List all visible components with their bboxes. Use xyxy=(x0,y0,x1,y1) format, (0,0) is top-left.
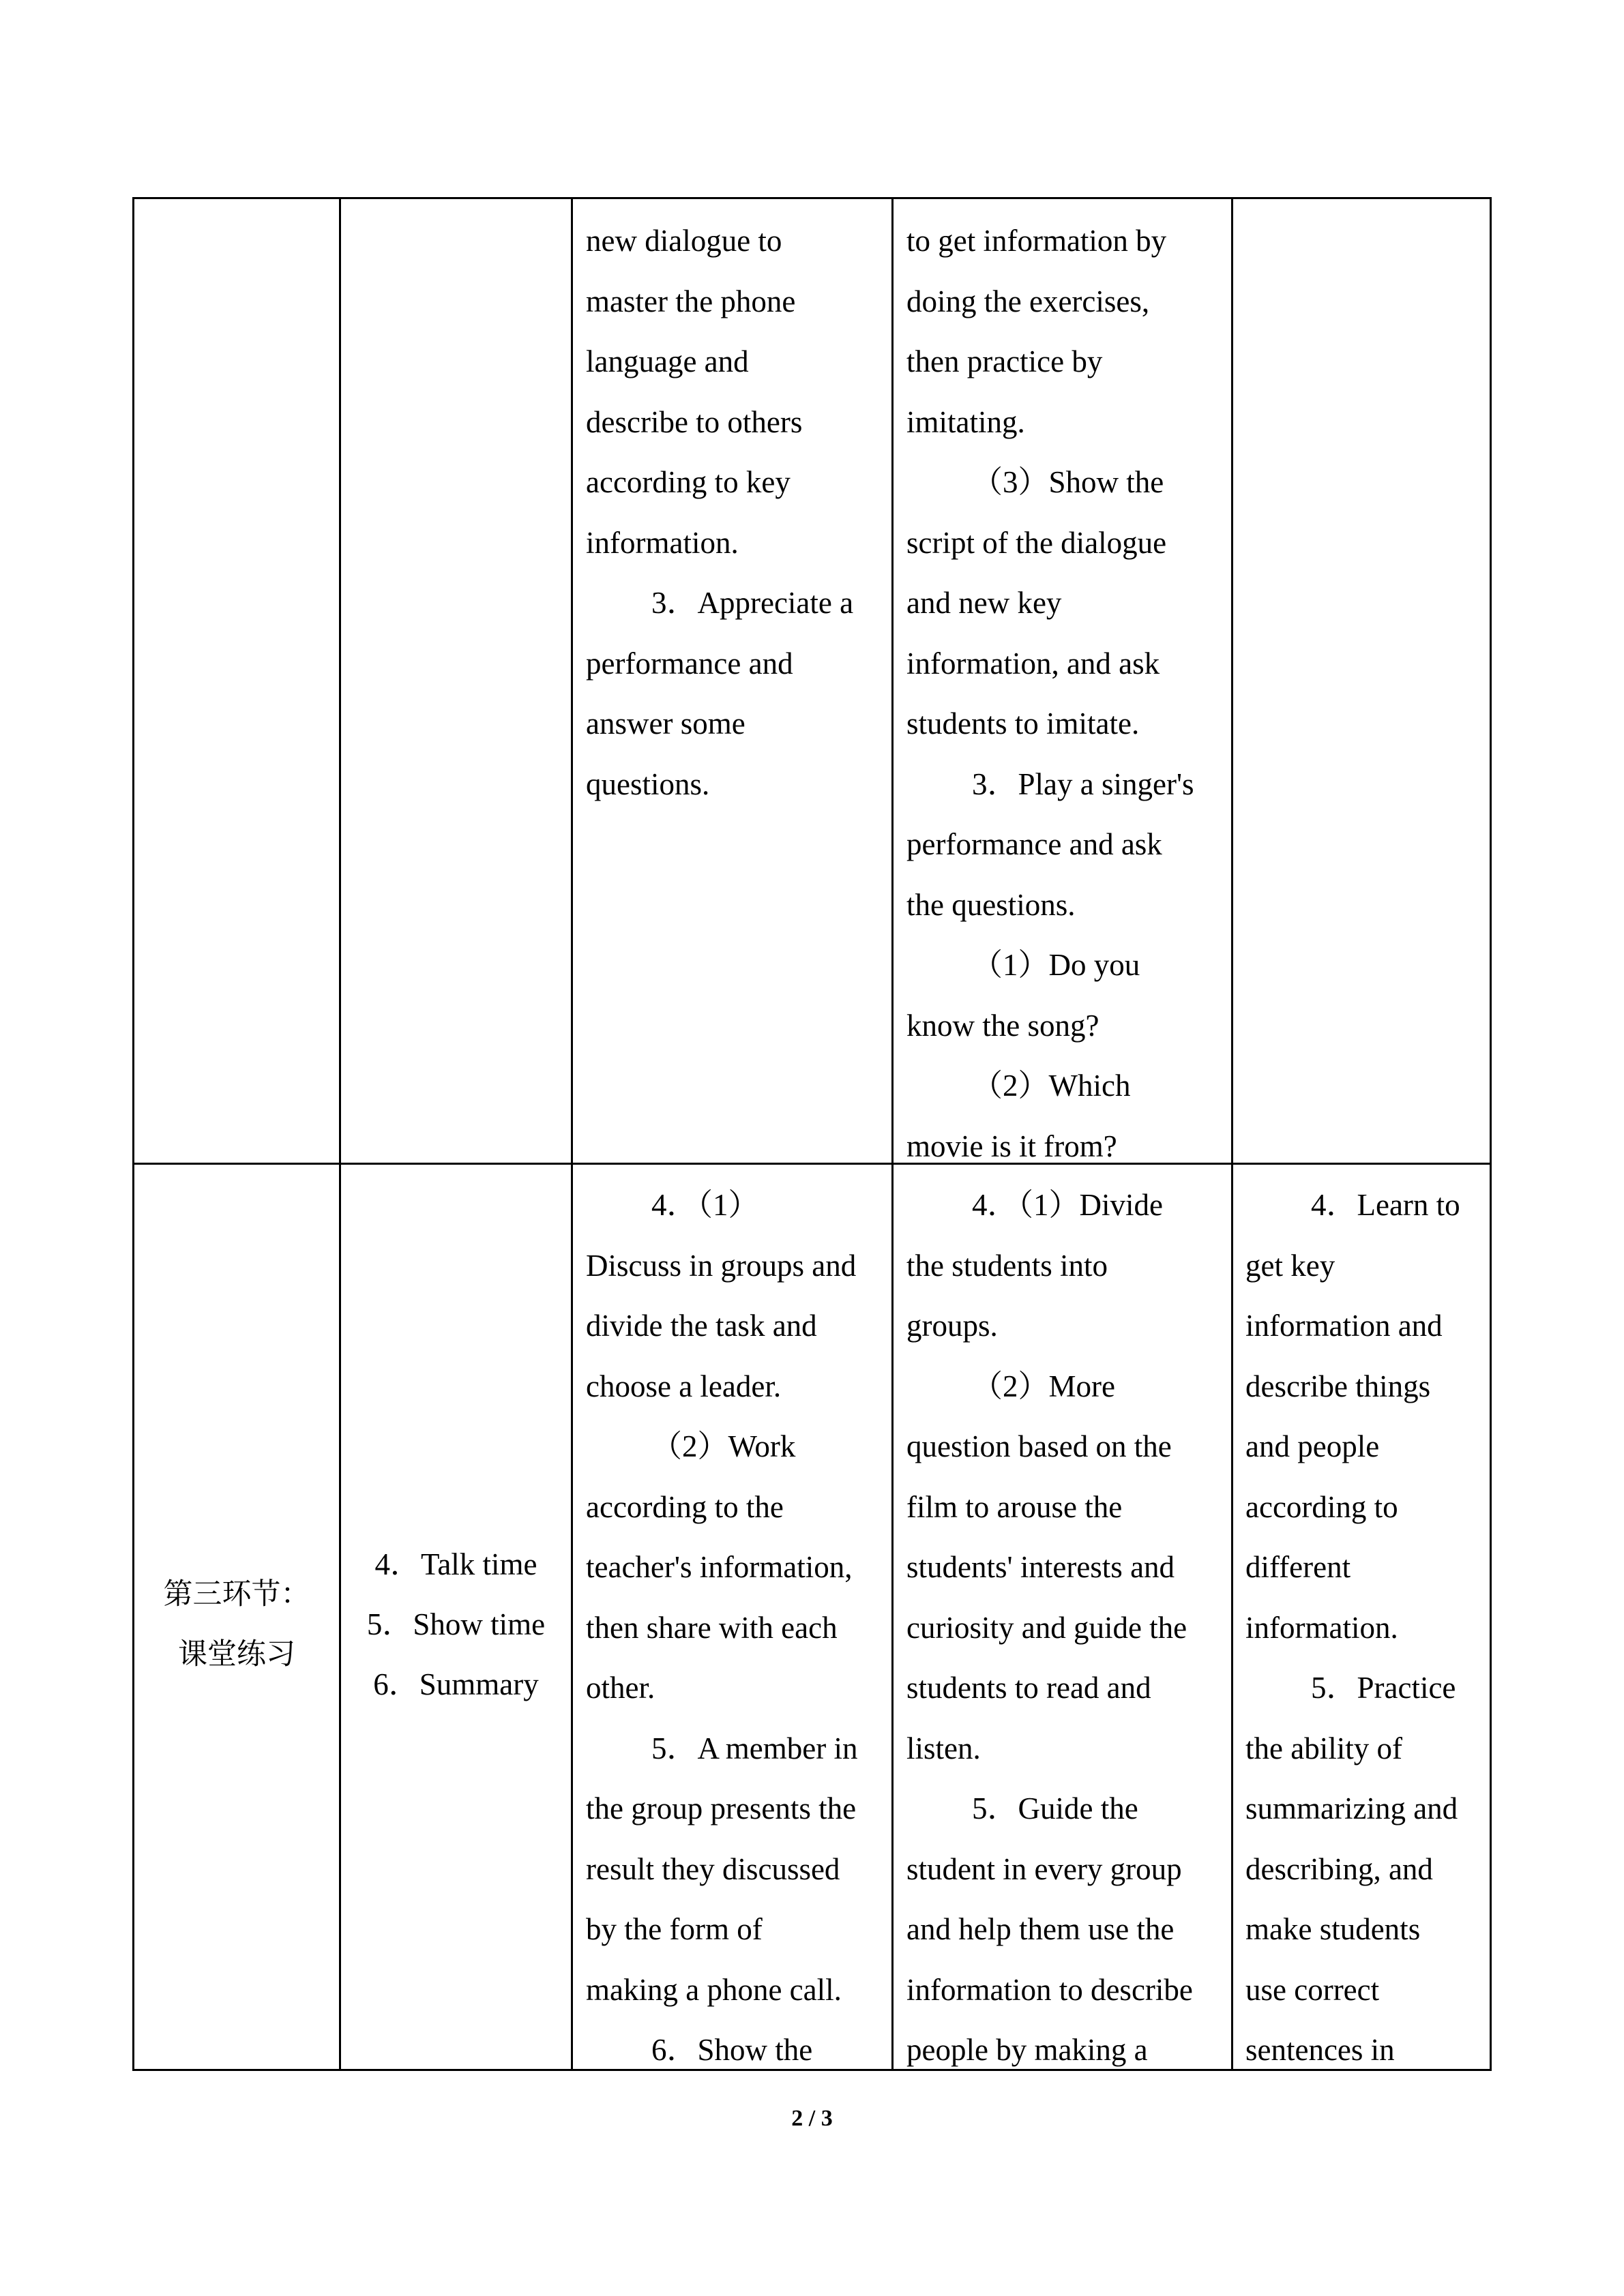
cell-line: students to imitate. xyxy=(906,706,1140,741)
cell-line: 4．Talk time xyxy=(374,1547,537,1581)
cell-line: （2）More xyxy=(972,1369,1115,1403)
cell-line: doing the exercises, xyxy=(906,284,1150,318)
cell-line: students to read and xyxy=(906,1671,1151,1705)
cell-line: the questions. xyxy=(906,887,1076,922)
cell-line: get key xyxy=(1245,1248,1335,1283)
cell-line: describe things xyxy=(1245,1369,1431,1403)
cell-line: other. xyxy=(586,1671,655,1705)
row1-teacher-activity-cell xyxy=(906,211,1194,1176)
cell-line: 第三环节： xyxy=(163,1577,310,1611)
cell-line: teacher's information, xyxy=(586,1550,853,1584)
cell-line: （2）Which xyxy=(972,1069,1131,1103)
row2-teacher-activity-cell xyxy=(906,1175,1193,2081)
cell-line: performance and ask xyxy=(906,827,1162,861)
cell-line: （3）Show the xyxy=(972,465,1164,499)
cell-line: and new key xyxy=(906,586,1062,620)
cell-line: 6．Show the xyxy=(651,2033,813,2067)
cell-line: script of the dialogue xyxy=(906,525,1167,560)
row2-stage-cell xyxy=(134,1564,339,1684)
cell-line: 4．（1）Divide xyxy=(972,1188,1163,1222)
cell-line: people by making a xyxy=(906,2033,1148,2067)
cell-line: know the song? xyxy=(906,1008,1099,1043)
cell-line: make students xyxy=(1245,1912,1421,1946)
cell-line: result they discussed xyxy=(586,1851,840,1886)
row1-student-activity-cell xyxy=(586,211,853,814)
cell-line: according to key xyxy=(586,465,791,499)
cell-line: describing, and xyxy=(1245,1851,1433,1886)
cell-line: student in every group xyxy=(906,1851,1182,1886)
column-divider xyxy=(891,197,894,2071)
column-divider xyxy=(571,197,573,2071)
table-top-border xyxy=(132,197,1492,199)
cell-line: new dialogue to xyxy=(586,224,782,258)
cell-line: curiosity and guide the xyxy=(906,1610,1187,1645)
row2-student-activity-cell xyxy=(586,1175,857,2081)
cell-line: by the form of xyxy=(586,1912,763,1946)
cell-line: different xyxy=(1245,1550,1351,1584)
cell-line: answer some xyxy=(586,706,745,741)
cell-line: film to arouse the xyxy=(906,1489,1123,1524)
row2-content-cell xyxy=(341,1534,571,1714)
cell-line: （1）Do you xyxy=(972,948,1140,982)
cell-line: Discuss in groups and xyxy=(586,1248,857,1283)
cell-line: listen. xyxy=(906,1731,981,1765)
cell-line: question based on the xyxy=(906,1429,1172,1463)
cell-line: 5．Show time xyxy=(366,1607,546,1641)
cell-line: and people xyxy=(1245,1429,1380,1463)
cell-line: making a phone call. xyxy=(586,1972,842,2007)
table-right-border xyxy=(1490,197,1492,2071)
cell-line: the group presents the xyxy=(586,1791,857,1825)
cell-line: groups. xyxy=(906,1309,998,1343)
page-number: 2 / 3 xyxy=(791,2106,833,2131)
cell-line: information. xyxy=(586,525,739,560)
cell-line: 4．Learn to xyxy=(1311,1188,1460,1222)
cell-line: questions. xyxy=(586,766,710,801)
cell-line: 5．A member in xyxy=(651,1731,858,1765)
column-divider xyxy=(339,197,341,2071)
cell-line: 6．Summary xyxy=(373,1667,539,1701)
cell-line: information and xyxy=(1245,1309,1443,1343)
row-divider xyxy=(132,1163,1492,1165)
cell-line: summarizing and xyxy=(1245,1791,1458,1825)
cell-line: imitating. xyxy=(906,404,1025,439)
cell-line: information, and ask xyxy=(906,646,1160,681)
cell-line: to get information by xyxy=(906,224,1167,258)
cell-line: language and xyxy=(586,344,749,378)
cell-line: 课堂练习 xyxy=(178,1637,295,1671)
cell-line: describe to others xyxy=(586,404,803,439)
cell-line: and help them use the xyxy=(906,1912,1175,1946)
cell-line: sentences in xyxy=(1245,2033,1395,2067)
cell-line: the ability of xyxy=(1245,1731,1402,1765)
cell-line: use correct xyxy=(1245,1972,1380,2007)
row2-purpose-cell xyxy=(1245,1175,1460,2081)
cell-line: 5．Guide the xyxy=(972,1791,1138,1825)
cell-line: the students into xyxy=(906,1248,1108,1283)
cell-line: （2）Work xyxy=(651,1429,796,1463)
cell-line: 3．Appreciate a xyxy=(651,586,854,620)
cell-line: information to describe xyxy=(906,1972,1193,2007)
cell-line: choose a leader. xyxy=(586,1369,782,1403)
cell-line: master the phone xyxy=(586,284,796,318)
cell-line: then share with each xyxy=(586,1610,838,1645)
cell-line: 4．（1） xyxy=(651,1188,759,1222)
cell-line: movie is it from? xyxy=(906,1129,1117,1163)
cell-line: divide the task and xyxy=(586,1309,817,1343)
cell-line: information. xyxy=(1245,1610,1398,1645)
table-left-border xyxy=(132,197,134,2071)
cell-line: performance and xyxy=(586,646,793,681)
cell-line: according to the xyxy=(586,1489,784,1524)
cell-line: 3．Play a singer's xyxy=(972,766,1194,801)
cell-line: students' interests and xyxy=(906,1550,1175,1584)
cell-line: according to xyxy=(1245,1489,1398,1524)
cell-line: then practice by xyxy=(906,344,1103,378)
cell-line: 5．Practice xyxy=(1311,1671,1456,1705)
column-divider xyxy=(1231,197,1233,2071)
